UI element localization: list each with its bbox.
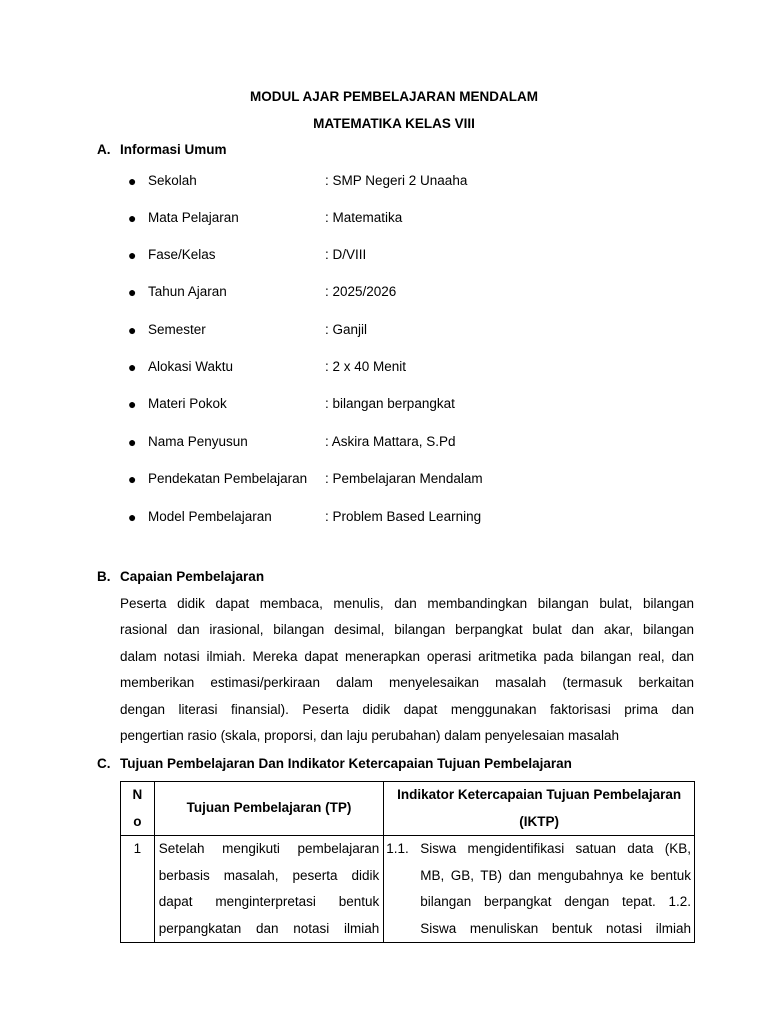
cell-no: 1 [121,836,155,943]
info-value: : Askira Mattara, S.Pd [325,434,456,449]
paragraph-line: dengan literasi finansial). Peserta didik dapat menggunakan faktorisasi prima dan [120,701,694,717]
info-label: Sekolah [148,173,197,188]
section-b-letter: B. [97,569,111,584]
capaian-paragraph [120,591,694,749]
info-label: Fase/Kelas [148,247,216,262]
header-iktp-line: (IKTP) [519,813,559,829]
section-b-title: Capaian Pembelajaran [120,569,265,584]
cell-iktp [384,836,695,943]
section-c-heading [97,756,572,771]
header-no-line: o [133,813,142,829]
info-value: : SMP Negeri 2 Unaaha [325,173,468,188]
paragraph-line: rasional dan irasional, bilangan desimal, bilangan berpangkat bulat dan akar, bilangan [120,622,694,638]
paragraph-line: Peserta didik dapat membaca, menulis, dan membandingkan bilangan bulat, bilangan [120,596,694,611]
header-iktp-line: Indikator Ketercapaian Tujuan Pembelajaran [397,787,682,802]
cell-line: bilangan berpangkat dengan tepat. 1.2. [420,894,691,909]
info-label: Nama Penyusun [148,434,248,449]
info-label: Model Pembelajaran [148,509,272,524]
cell-line: Siswa menuliskan bentuk notasi ilmiah [420,920,691,936]
bullet-icon: ● [128,322,137,338]
info-value: : D/VIII [325,247,367,262]
bullet-icon: ● [128,471,137,487]
cell-tp [154,836,384,943]
section-a-title: Informasi Umum [120,142,227,157]
info-value: : 2025/2026 [325,284,397,299]
section-c-title: Tujuan Pembelajaran Dan Indikator Ketercapaian Tujuan Pembelajaran [120,756,572,771]
bullet-icon: ● [128,284,137,300]
bullet-icon: ● [128,173,137,189]
cell-line: Setelah mengikuti pembelajaran [158,841,380,856]
document-title: MODUL AJAR PEMBELAJARAN MENDALAM [249,89,538,104]
info-label: Mata Pelajaran [148,210,239,225]
info-label: Alokasi Waktu [148,359,234,374]
section-b-heading [97,569,264,584]
cell-line: dapat menginterpretasi bentuk [158,894,380,909]
cell-line: MB, GB, TB) dan mengubahnya ke bentuk [420,867,691,883]
cell-line: Siswa mengidentifikasi satuan data (KB, [420,841,691,856]
bullet-icon: ● [128,210,137,226]
section-a-heading [97,142,227,157]
paragraph-line: dalam notasi ilmiah. Mereka dapat menerapkan operasi aritmetika pada bilangan real, dan [120,648,694,664]
table-row [121,836,695,943]
info-value: : Pembelajaran Mendalam [325,471,483,486]
header-tp: Tujuan Pembelajaran (TP) [154,782,384,836]
info-value: : Matematika [325,210,403,225]
info-value: : bilangan berpangkat [325,396,455,411]
table-header-row [121,782,695,836]
bullet-icon: ● [128,434,137,450]
paragraph-line: pengertian rasio (skala, proporsi, dan laju perubahan) dalam penyelesaian masalah [120,727,620,743]
section-a-letter: A. [97,142,111,157]
info-value: : Ganjil [325,322,368,337]
iktp-number: 1.1. [386,841,409,856]
header-no [121,782,155,836]
section-c-letter: C. [97,756,111,771]
cell-line: berbasis masalah, peserta didik [158,867,380,883]
bullet-icon: ● [128,359,137,375]
info-value: : 2 x 40 Menit [325,359,407,374]
document-subtitle: MATEMATIKA KELAS VIII [313,116,475,131]
bullet-icon: ● [128,509,137,525]
bullet-icon: ● [128,247,137,263]
info-label: Tahun Ajaran [148,284,227,299]
tujuan-pembelajaran-table [120,781,695,943]
cell-line: perpangkatan dan notasi ilmiah [158,920,380,936]
header-no-line: N [132,787,143,802]
paragraph-line: memberikan estimasi/perkiraan dalam menyelesaikan masalah (termasuk berkaitan [120,675,694,691]
bullet-icon: ● [128,396,137,412]
info-label: Semester [148,322,206,337]
info-label: Pendekatan Pembelajaran [148,471,308,486]
header-iktp [384,782,695,836]
info-label: Materi Pokok [148,396,227,411]
info-value: : Problem Based Learning [325,509,482,524]
